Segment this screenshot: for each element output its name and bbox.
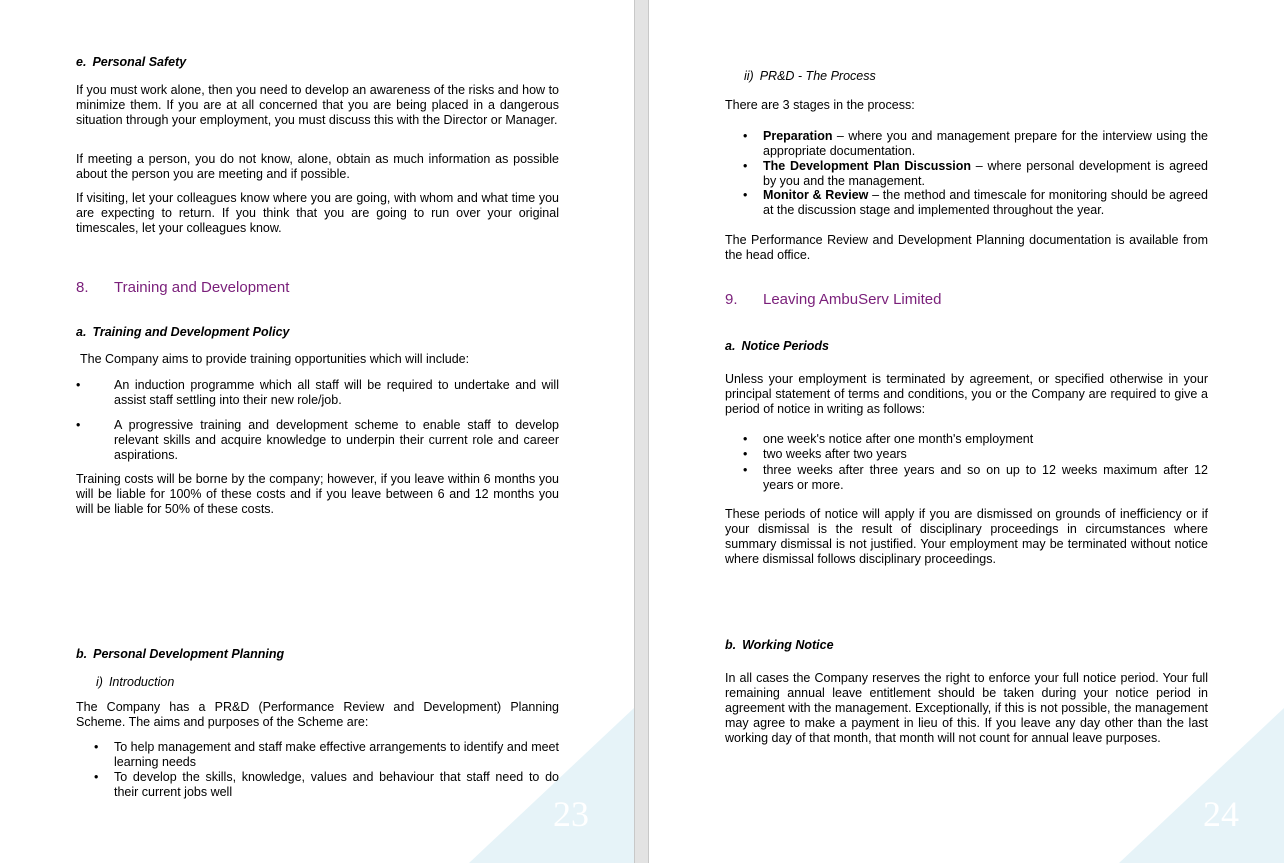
documentation-paragraph: The Performance Review and Development Planning documentation is available from the head office. bbox=[725, 233, 1208, 262]
list-item-text: To develop the skills, knowledge, values and behaviour that staff need to do their current jobs well bbox=[114, 770, 559, 799]
list-item bbox=[743, 159, 1208, 189]
bullet-icon: • bbox=[743, 129, 748, 143]
section-title: Training and Development bbox=[114, 279, 290, 296]
dismissal-paragraph: These periods of notice will apply if you are dismissed on grounds of inefficiency or if your dismissal is the result of disciplinary proceedings in circumstances where summary dismissal is not justified. Your employment may be terminated without notice where dismissal follows disciplinary proceedings. bbox=[725, 507, 1208, 566]
working-notice-paragraph: In all cases the Company reserves the right to enforce your full notice period. Your full remaining annual leave entitlement should be taken during your notice period in agreement with the management. Exceptionally, if this is not possible, the management may agree to make a payment in lieu of this. If you leave any day other than the last working day of that month, that month will not count for annual leave purposes. bbox=[725, 671, 1208, 745]
personal-safety-heading bbox=[76, 55, 559, 70]
list-item bbox=[743, 188, 1208, 218]
stage-description: – the method and timescale for monitoring should be agreed at the discussion stage and implemented throughout the year. bbox=[763, 188, 1208, 217]
personal-safety-paragraph-3: If visiting, let your colleagues know where you are going, with whom and what time you are expecting to return. If you think that you are going to run over your original timescales, let your colleagues know. bbox=[76, 191, 559, 235]
list-item-text: three weeks after three years and so on up to 12 weeks maximum after 12 years or more. bbox=[763, 463, 1208, 492]
subheading-label: ii) bbox=[744, 69, 754, 83]
notice-periods-intro: Unless your employment is terminated by agreement, or specified otherwise in your principal statement of terms and conditions, you or the Company are required to give a period of notice in writing as follows: bbox=[725, 372, 1208, 416]
subheading-text: PR&D - The Process bbox=[759, 69, 876, 83]
pdp-intro: The Company has a PR&D (Performance Review and Development) Planning Scheme. The aims and purposes of the Scheme are: bbox=[76, 700, 559, 729]
list-item bbox=[743, 447, 1208, 462]
personal-safety-paragraph-2: If meeting a person, you do not know, alone, obtain as much information as possible about the person you are meeting and if possible. bbox=[76, 152, 559, 181]
process-subheading bbox=[744, 69, 1208, 84]
working-notice-heading bbox=[725, 638, 1208, 653]
list-item-text: To help management and staff make effective arrangements to identify and meet learning needs bbox=[114, 740, 559, 769]
training-section-heading bbox=[76, 280, 559, 295]
pdp-subheading bbox=[96, 675, 559, 690]
list-item-text: one week's notice after one month's employment bbox=[763, 432, 1034, 446]
page-24 bbox=[649, 0, 1284, 863]
list-item bbox=[76, 418, 559, 463]
heading-text: Notice Periods bbox=[741, 339, 829, 353]
stage-term: Preparation bbox=[763, 129, 833, 143]
personal-safety-paragraph-1: If you must work alone, then you need to develop an awareness of the risks and how to minimize them. If you are at all concerned that you are being placed in a dangerous situation through your employment, you must discuss this with the Director or Manager. bbox=[76, 83, 559, 127]
bullet-icon: • bbox=[743, 159, 748, 173]
heading-label: b. bbox=[76, 647, 88, 661]
bullet-icon: • bbox=[94, 740, 99, 754]
list-item-text: An induction programme which all staff will be required to undertake and will assist staff settling into their new role/job. bbox=[114, 378, 559, 407]
heading-text: Training and Development Policy bbox=[92, 325, 290, 339]
heading-label: b. bbox=[725, 638, 737, 652]
page-23 bbox=[0, 0, 634, 863]
list-item bbox=[743, 432, 1208, 447]
list-item bbox=[743, 463, 1208, 493]
heading-text: Personal Development Planning bbox=[93, 647, 285, 661]
stage-term: The Development Plan Discussion bbox=[763, 159, 972, 173]
section-number: 8. bbox=[76, 279, 89, 296]
list-item-text bbox=[763, 129, 1208, 159]
bullet-icon: • bbox=[94, 770, 99, 784]
stage-term: Monitor & Review bbox=[763, 188, 869, 202]
heading-label: a. bbox=[76, 325, 87, 339]
list-item-text: A progressive training and development scheme to enable staff to develop relevant skills and acquire knowledge to underpin their current role and career aspirations. bbox=[114, 418, 559, 462]
bullet-icon: • bbox=[743, 447, 748, 461]
list-item-text bbox=[763, 188, 1208, 218]
list-item bbox=[743, 129, 1208, 159]
list-item bbox=[94, 740, 559, 770]
subheading-label: i) bbox=[96, 675, 103, 689]
stage-description: – where you and management prepare for the interview using the appropriate documentation. bbox=[763, 129, 1208, 158]
heading-text: Personal Safety bbox=[92, 55, 187, 69]
training-policy-heading bbox=[76, 325, 559, 340]
heading-text: Working Notice bbox=[742, 638, 834, 652]
heading-label: e. bbox=[76, 55, 87, 69]
subheading-text: Introduction bbox=[108, 675, 175, 689]
section-number: 9. bbox=[725, 291, 738, 308]
bullet-icon: • bbox=[76, 378, 81, 392]
page-number: 23 bbox=[553, 794, 589, 834]
training-policy-intro: The Company aims to provide training opportunities which will include: bbox=[80, 352, 470, 366]
heading-label: a. bbox=[725, 339, 736, 353]
section-title: Leaving AmbuServ Limited bbox=[763, 291, 942, 308]
leaving-section-heading bbox=[725, 292, 1208, 307]
stage-description: – where personal development is agreed by you and the management. bbox=[763, 159, 1209, 188]
list-item bbox=[94, 770, 559, 800]
process-intro: There are 3 stages in the process: bbox=[725, 98, 915, 112]
notice-periods-heading bbox=[725, 339, 1208, 354]
bullet-icon: • bbox=[743, 432, 748, 446]
list-item-text bbox=[763, 159, 1208, 189]
list-item-text: two weeks after two years bbox=[763, 447, 907, 461]
page-gutter bbox=[634, 0, 649, 863]
training-costs-paragraph: Training costs will be borne by the company; however, if you leave within 6 months you will be liable for 100% of these costs and if you leave between 6 and 12 months you will be liable for 50% of these costs. bbox=[76, 472, 559, 516]
bullet-icon: • bbox=[743, 188, 748, 202]
bullet-icon: • bbox=[76, 418, 81, 432]
bullet-icon: • bbox=[743, 463, 748, 477]
list-item bbox=[76, 378, 559, 408]
page-number: 24 bbox=[1203, 794, 1239, 834]
pdp-heading bbox=[76, 647, 559, 662]
